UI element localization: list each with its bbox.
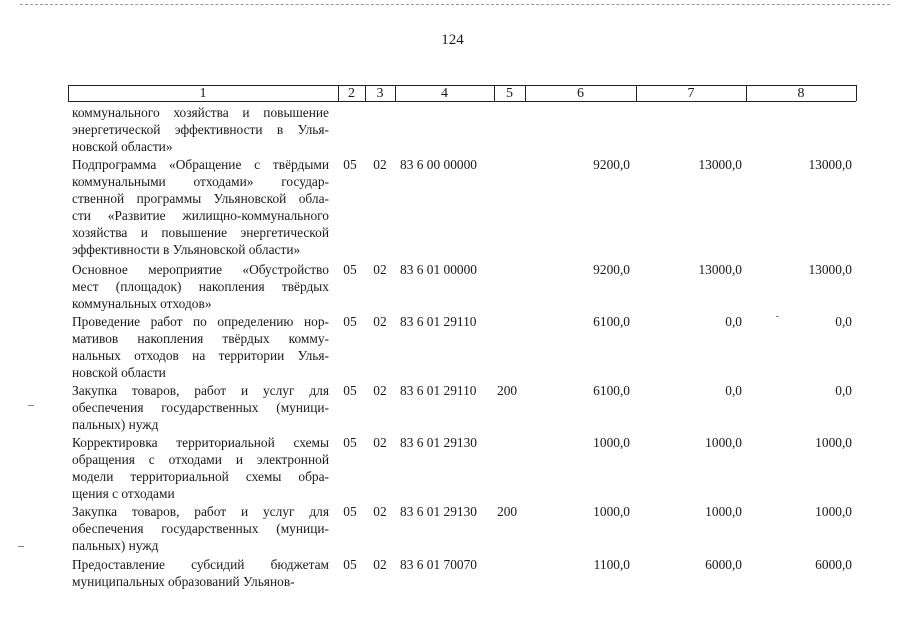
amount-col-8: 13000,0: [808, 157, 852, 172]
amount-col-8: 1000,0: [815, 435, 852, 450]
section-code: 05: [343, 314, 357, 329]
target-article-code: 83 6 01 29110: [400, 314, 477, 329]
subsection-code: 02: [373, 262, 387, 277]
description-line: мест (площадок) накопления твёрдых: [72, 279, 329, 294]
column-number-6: 6: [577, 86, 584, 101]
description-line: ственной программы Ульяновской обла-: [72, 191, 329, 206]
amount-col-8: 0,0: [835, 383, 852, 398]
amount-col-6: 9200,0: [593, 157, 630, 172]
description-line: сти «Развитие жилищно-коммунального: [72, 208, 329, 223]
description-line: нальных отходов на территории Улья-: [72, 348, 329, 363]
target-article-code: 83 6 01 00000: [400, 262, 477, 277]
subsection-code: 02: [373, 314, 387, 329]
subsection-code: 02: [373, 435, 387, 450]
section-code: 05: [343, 557, 357, 572]
description-line: Предоставление субсидий бюджетам: [72, 557, 329, 572]
row-description: [72, 382, 329, 433]
column-number-5: 5: [506, 86, 513, 101]
row-description: [72, 556, 329, 590]
description-line: щения с отходами: [72, 486, 175, 501]
amount-col-6: 1100,0: [593, 557, 630, 572]
amount-col-7: 0,0: [725, 314, 742, 329]
target-article-code: 83 6 01 29130: [400, 435, 477, 450]
description-line: Закупка товаров, работ и услуг для: [72, 383, 329, 398]
section-code: 05: [343, 262, 357, 277]
amount-col-6: 6100,0: [593, 383, 630, 398]
amount-col-6: 6100,0: [593, 314, 630, 329]
section-code: 05: [343, 435, 357, 450]
description-line: пальных) нужд: [72, 417, 159, 432]
description-line: Подпрограмма «Обращение с твёрдыми: [72, 157, 329, 172]
description-line: пальных) нужд: [72, 538, 159, 553]
column-number-2: 2: [348, 86, 355, 101]
description-line: Закупка товаров, работ и услуг для: [72, 504, 329, 519]
column-number-4: 4: [441, 86, 448, 101]
page-number: 124: [441, 32, 464, 48]
row-description: [72, 434, 329, 502]
amount-col-7: 1000,0: [705, 504, 742, 519]
amount-col-8: 0,0: [835, 314, 852, 329]
target-article-code: 83 6 01 29110: [400, 383, 477, 398]
row-description: [72, 503, 329, 554]
scan-speck: [776, 316, 779, 317]
section-code: 05: [343, 504, 357, 519]
target-article-code: 83 6 01 29130: [400, 504, 477, 519]
description-line: обеспечения государственных (муници-: [72, 400, 329, 415]
amount-col-6: 1000,0: [593, 504, 630, 519]
expense-type-code: 200: [497, 504, 518, 519]
description-line: обращения с отходами и электронной: [72, 452, 329, 467]
description-line: Основное мероприятие «Обустройство: [72, 262, 329, 277]
description-line: модели территориальной схемы обра-: [72, 469, 329, 484]
header-divider: [856, 85, 857, 101]
subsection-code: 02: [373, 383, 387, 398]
expense-type-code: 200: [497, 383, 518, 398]
description-line: коммунального хозяйства и повышение: [72, 105, 329, 120]
amount-col-8: 6000,0: [815, 557, 852, 572]
subsection-code: 02: [373, 557, 387, 572]
column-number-1: 1: [199, 86, 207, 101]
description-line: коммунальных отходов»: [72, 296, 212, 311]
amount-col-7: 13000,0: [698, 262, 742, 277]
description-line: эффективности в Ульяновской области»: [72, 242, 301, 257]
amount-col-7: 13000,0: [698, 157, 742, 172]
row-description: [72, 104, 329, 155]
column-number-8: 8: [797, 86, 805, 101]
amount-col-6: 1000,0: [593, 435, 630, 450]
description-line: обеспечения государственных (муници-: [72, 521, 329, 536]
target-article-code: 83 6 00 00000: [400, 157, 477, 172]
subsection-code: 02: [373, 504, 387, 519]
amount-col-7: 0,0: [725, 383, 742, 398]
amount-col-6: 9200,0: [593, 262, 630, 277]
description-line: хозяйства и повышение энергетической: [72, 225, 329, 240]
amount-col-7: 1000,0: [705, 435, 742, 450]
row-description: [72, 313, 329, 381]
column-number-3: 3: [376, 86, 384, 101]
scan-speck: [28, 405, 34, 406]
header-bottom-border: [68, 101, 856, 102]
row-description: [72, 156, 329, 258]
description-line: новской области»: [72, 139, 173, 154]
amount-col-7: 6000,0: [705, 557, 742, 572]
section-code: 05: [343, 157, 357, 172]
description-line: новской области: [72, 365, 166, 380]
subsection-code: 02: [373, 157, 387, 172]
description-line: энергетической эффективности в Улья-: [72, 122, 329, 137]
target-article-code: 83 6 01 70070: [400, 557, 477, 572]
amount-col-8: 13000,0: [808, 262, 852, 277]
column-number-7: 7: [687, 86, 695, 101]
description-line: Корректировка территориальной схемы: [72, 435, 329, 450]
description-line: мативов накопления твёрдых комму-: [72, 331, 329, 346]
description-line: муниципальных образований Ульянов-: [72, 574, 295, 589]
scan-speck: [18, 546, 24, 547]
section-code: 05: [343, 383, 357, 398]
row-description: [72, 261, 329, 312]
description-line: коммунальными отходами» государ-: [72, 174, 329, 189]
amount-col-8: 1000,0: [815, 504, 852, 519]
description-line: Проведение работ по определению нор-: [72, 314, 329, 329]
